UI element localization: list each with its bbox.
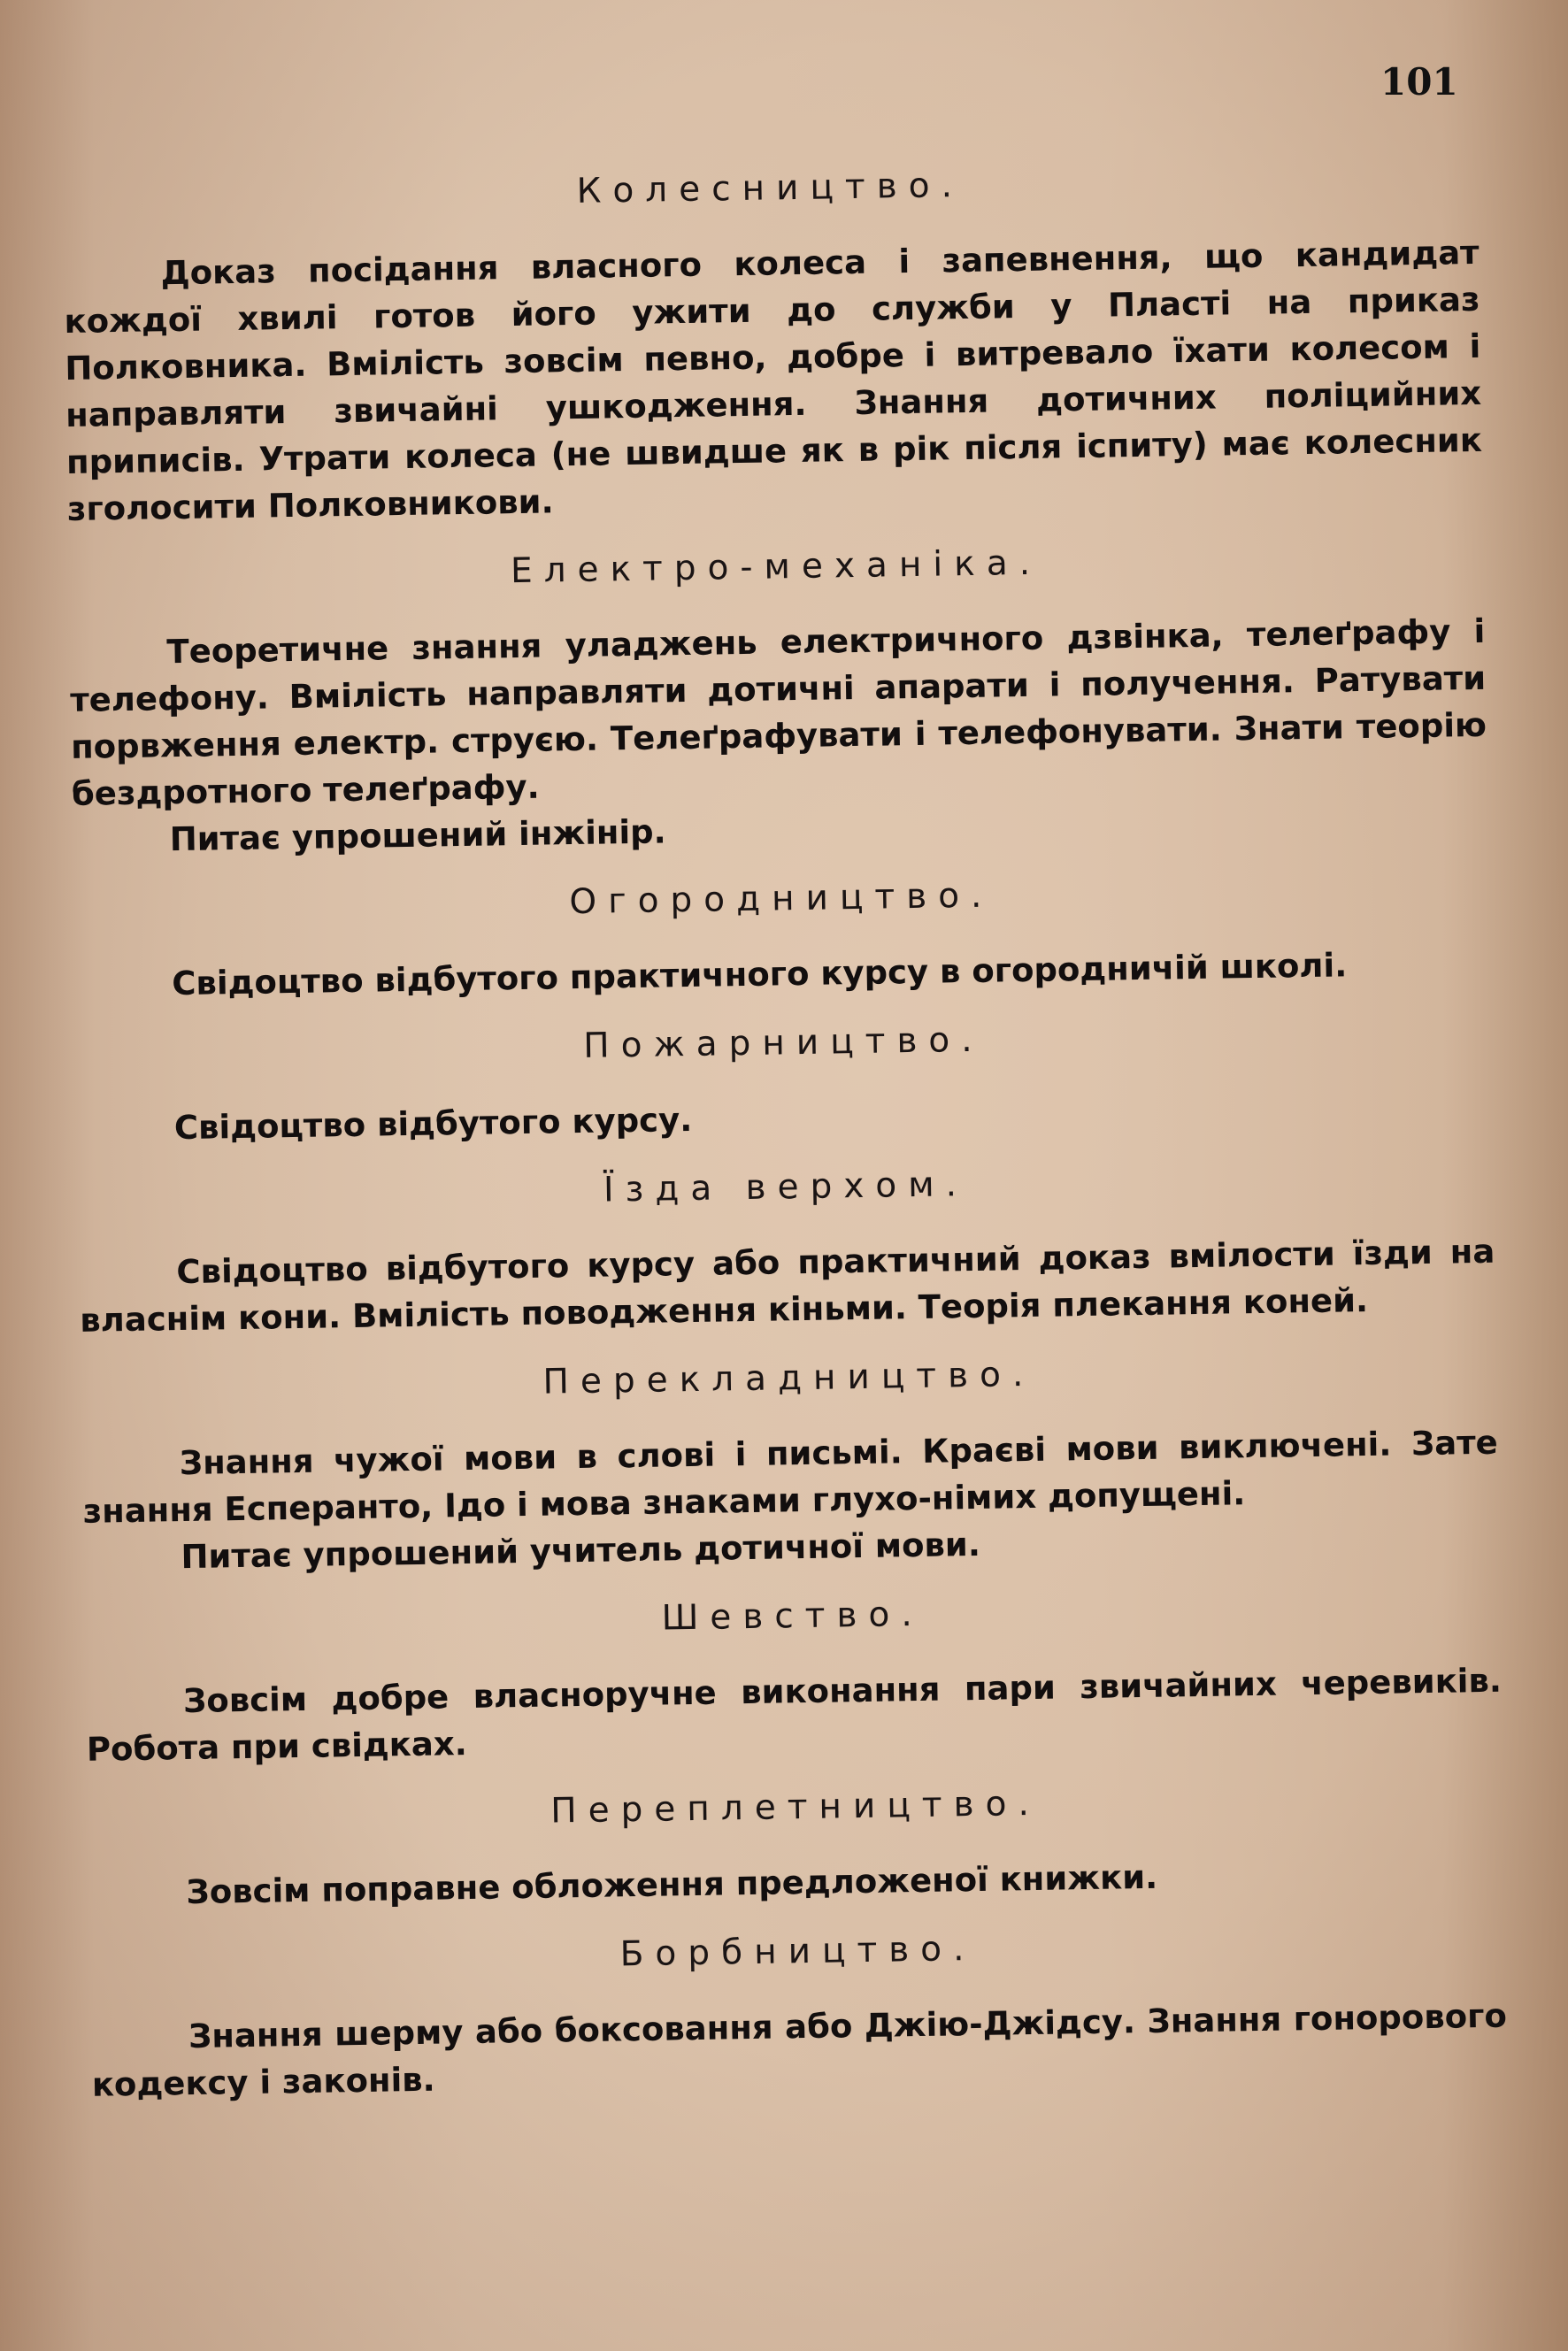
section-heading: Їзда верхом.: [603, 1164, 969, 1210]
section-ohorodnytstvo: [73, 865, 1491, 1009]
section-borbnytstvo: [89, 1918, 1508, 2109]
section-paragraph: Свідоцтво відбутого курсу або практичний доказ вмілости їзди на власнім кони. Вмілість поводження кіньми. Теорія плекання коней.: [79, 1232, 1495, 1340]
section-kolesnytstvo: [62, 155, 1483, 533]
section-heading: Огородництво.: [569, 875, 994, 923]
section-heading: Переплетництво.: [550, 1783, 1041, 1832]
section-heading: Шевство.: [661, 1594, 925, 1639]
section-izda-verkhom: [78, 1154, 1496, 1344]
section-paragraph: Питає упрошений інжінір.: [169, 812, 666, 859]
section-shevstvo: [84, 1583, 1503, 1773]
section-heading: Пожарництво.: [582, 1019, 984, 1066]
section-pereplyotnytstvo: [88, 1774, 1505, 1917]
section-heading: Борбництво.: [619, 1929, 976, 1975]
section-elektro-mekhanika: [68, 534, 1488, 864]
section-paragraph: Зовсім добре власноручне виконання пари звичайних черевиків. Робота при свідках.: [86, 1661, 1503, 1769]
section-paragraph: Доказ посідання власного колеса і запевнення, що кандидат кождої хвилі готов його ужити до служби у Пласті на приказ Полковника. Вмілість зовсім певно, добре і витревало їхати колесом і направляти звичайні ушкодження. Знання дотичних поліцийних приписів. Утрати колеса (не швидше як в рік після іспиту) має колесник зголосити Полковникови.: [64, 233, 1483, 528]
section-paragraph: Зовсім поправне обложення предложеної книжки.: [186, 1857, 1158, 1912]
section-paragraph: Свідоцтво відбутого курсу.: [173, 1100, 693, 1148]
section-perekladnytstvo: [81, 1345, 1500, 1582]
section-heading: Перекладництво.: [542, 1354, 1035, 1402]
section-pozharnytstvo: [75, 1010, 1493, 1153]
section-heading: Колесництво.: [576, 165, 965, 211]
section-heading: Електро-механіка.: [510, 542, 1042, 592]
section-paragraph: Знання чужої мови в слові і письмі. Краєві мови виключені. Зате знання Есперанто, Ідо і мова знаками глухо-німих допущені.: [82, 1423, 1499, 1531]
section-paragraph: Питає упрошений учитель дотичної мови.: [181, 1525, 981, 1577]
page-content: [62, 155, 1509, 2132]
page-number: 101: [1380, 60, 1458, 104]
section-paragraph: Знання шерму або боксовання або Джію-Джідсу. Знання гонорового кодексу і законів.: [91, 1996, 1508, 2104]
section-paragraph: Свідоцтво відбутого практичного курсу в огородничій школі.: [171, 946, 1348, 1003]
section-paragraph: Теоретичне знання уладжень електричного дзвінка, телеґрафу і телефону. Вмілість направляти дотичні апарати і получення. Ратувати порвження електр. струєю. Телеґрафувати і телефонувати. Знати теорію бездротного телеґрафу.: [69, 611, 1487, 813]
